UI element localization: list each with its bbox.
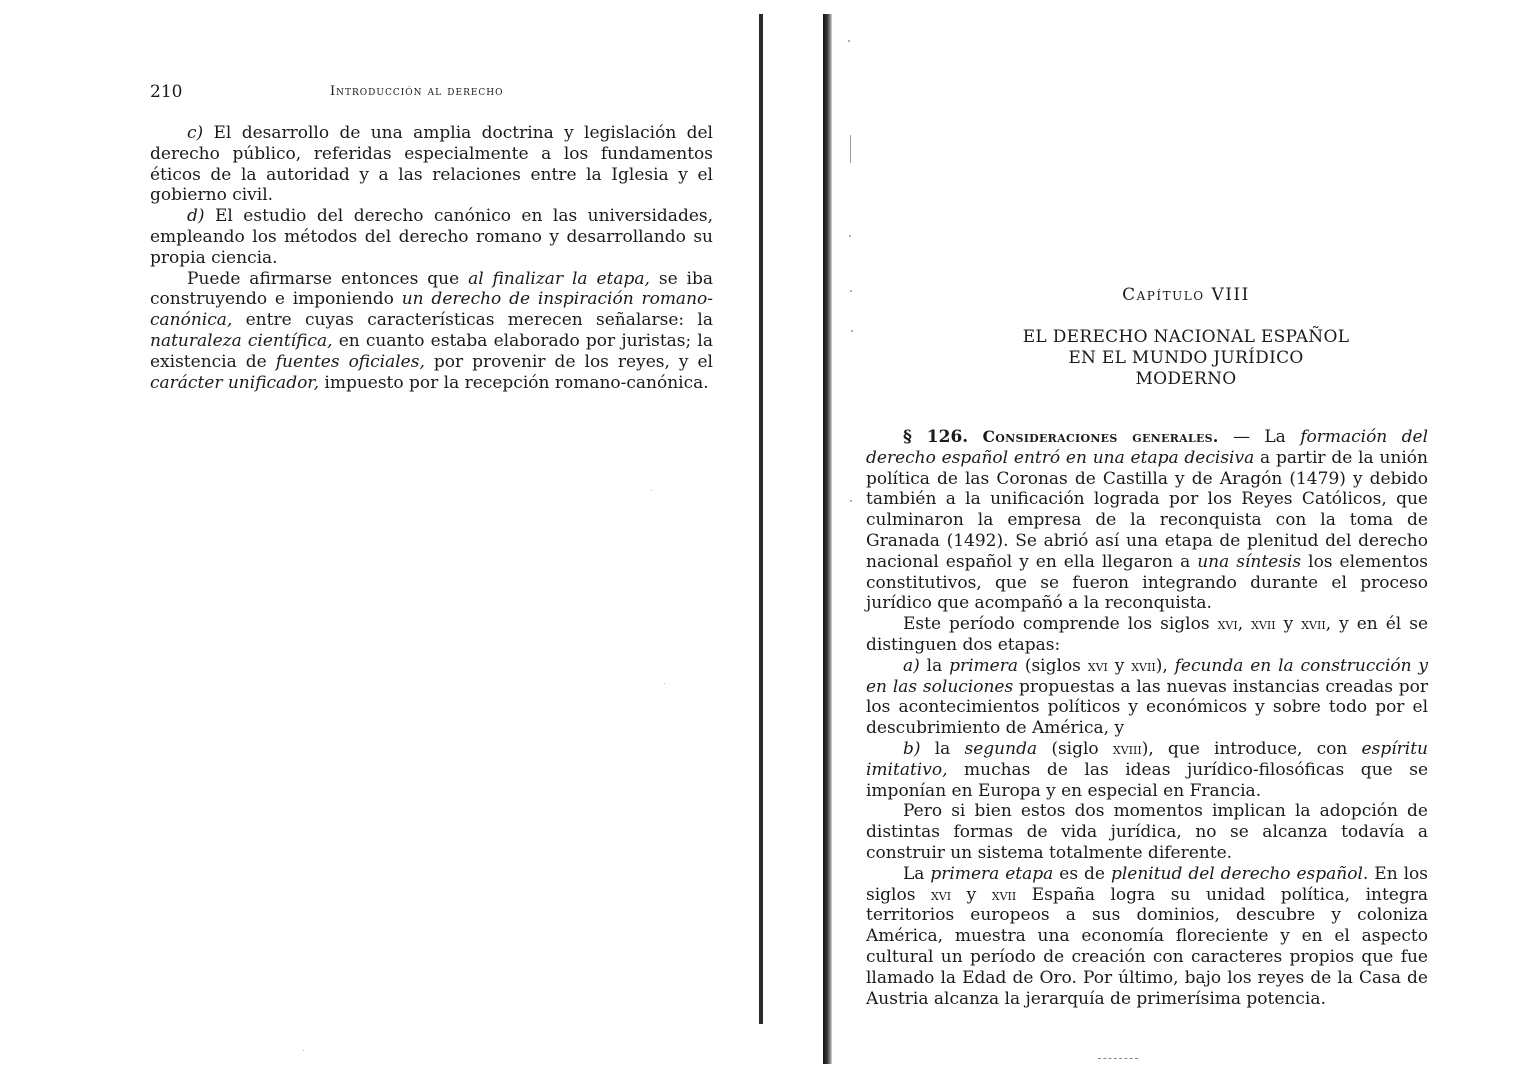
- text-run: es de: [1053, 863, 1111, 884]
- text-run: Este período comprende los siglos: [903, 614, 1218, 635]
- scan-speck: [851, 330, 853, 332]
- text-run: ),: [1155, 655, 1175, 676]
- scan-speck: [850, 290, 852, 292]
- century-numeral: xvii: [1301, 615, 1326, 634]
- item-label: b): [903, 738, 921, 759]
- text-run: se iba construyendo e imponiendo: [150, 268, 714, 310]
- paragraph-d: [150, 206, 713, 268]
- italic-run: segunda: [964, 738, 1038, 759]
- text-run: (siglo: [1037, 738, 1113, 759]
- century-numeral: xvii: [1131, 656, 1156, 675]
- running-title: Introducción al derecho: [330, 84, 504, 99]
- scan-speck: [848, 40, 850, 42]
- paragraph: Pero si bien estos dos momentos implican la adopción de distintas formas de vida jurídica, no se alcanza todavía a construir un sistema totalmente diferente.: [866, 801, 1428, 863]
- text-run: a partir de la unión política de las Coronas de Castilla y de Aragón (1479) y debido también a la unificación lograda por los Reyes Católicos, que culminaron la empresa de la reconquista con la toma de Granada (1492). Se abrió así una etapa de plenitud del derecho nacional español y en ella llegaron a: [866, 447, 1428, 572]
- text-run: propuestas a las nuevas instancias creadas por los acontecimientos políticos y económicos y sobre todo por el descubrimiento de América, y: [866, 676, 1429, 739]
- italic-run: un derecho de inspiración romano-canónica,: [150, 289, 713, 331]
- scan-speck: [850, 500, 852, 502]
- section-number: § 126.: [903, 427, 969, 447]
- paragraph-b: [866, 739, 1428, 801]
- right-body-text: [866, 427, 1428, 1009]
- text-run: — La: [1218, 427, 1301, 447]
- chapter-title-line: EN EL MUNDO JURÍDICO: [1068, 348, 1304, 368]
- text-run: entre cuyas características merecen señalarse: la: [232, 310, 713, 331]
- text-run: La: [903, 863, 931, 884]
- paragraph-text: El desarrollo de una amplia doctrina y legislación del derecho público, referidas especialmente a los fundamentos éticos de la autoridad y a las relaciones entre la Iglesia y el gobierno civil.: [150, 123, 713, 206]
- italic-run: primera: [949, 655, 1018, 676]
- chapter-title-line: EL DERECHO NACIONAL ESPAÑOL: [1022, 327, 1350, 347]
- scan-mark: [1098, 1058, 1138, 1061]
- left-body-text: [150, 123, 713, 393]
- century-numeral: xvii: [1251, 615, 1276, 634]
- scan-speck: [664, 683, 665, 684]
- chapter-title-line: MODERNO: [1135, 369, 1237, 389]
- scan-speck: [303, 1050, 304, 1051]
- chapter-label: Capítulo VIII: [1122, 285, 1250, 305]
- century-numeral: xvii: [991, 885, 1017, 904]
- italic-run: una síntesis: [1197, 551, 1302, 572]
- italic-run: fecunda en la construcción y en las soluciones: [866, 655, 1428, 697]
- century-numeral: xvi: [930, 885, 952, 904]
- section-title: Consideraciones generales.: [982, 427, 1219, 446]
- paragraph-closing: [150, 269, 713, 394]
- right-page: [826, 0, 1526, 1080]
- left-page: [0, 0, 760, 1080]
- scan-speck: [651, 490, 652, 491]
- italic-run: formación del derecho español entró en una etapa decisiva: [866, 427, 1429, 468]
- paragraph: [866, 864, 1428, 1010]
- italic-run: carácter unificador,: [150, 372, 319, 393]
- italic-run: plenitud del derecho español.: [1110, 863, 1369, 884]
- text-run: la: [919, 655, 950, 676]
- century-numeral: xviii: [1112, 739, 1142, 758]
- scan-speck: [849, 235, 851, 237]
- text-run: En los siglos: [866, 863, 1428, 905]
- paragraph: [866, 614, 1428, 656]
- century-numeral: xvi: [1217, 615, 1238, 634]
- scan-speck: [850, 135, 851, 163]
- text-run: y: [1275, 614, 1302, 635]
- text-run: España logra su unidad política, integra territorios europeos a sus dominios, descubre y coloniza América, muestra una economía floreciente y en el aspecto cultural un período de creación con caracteres propios que fue llamado la Edad de Oro. Por último, bajo los reyes de la Casa de Austria alcanza la jerarquía de primerísima potencia.: [866, 884, 1429, 1009]
- book-gutter-left: [759, 14, 763, 1024]
- text-run: en cuanto estaba elaborado por juristas; la existencia de: [150, 330, 713, 372]
- text-run: (siglos: [1017, 655, 1088, 676]
- text-run: impuesto por la recepción romano-canónica.: [318, 372, 709, 393]
- paragraph-text: El estudio del derecho canónico en las universidades, empleando los métodos del derecho romano y desarrollando su propia ciencia.: [150, 206, 714, 268]
- text-run: y: [951, 884, 992, 905]
- text-run: ), que introduce, con: [1141, 738, 1362, 759]
- paragraph-c: [150, 123, 713, 206]
- item-label: a): [903, 655, 920, 676]
- item-label: c): [187, 123, 204, 143]
- italic-run: naturaleza científica,: [150, 330, 333, 351]
- text-run: por provenir de los reyes, y el: [424, 351, 713, 372]
- paragraph-a: [866, 656, 1428, 739]
- italic-run: espíritu imitativo,: [866, 738, 1428, 780]
- text-run: y: [1107, 655, 1132, 676]
- italic-run: al finalizar la etapa,: [468, 268, 650, 289]
- page-header: [150, 82, 715, 106]
- text-run: la: [920, 738, 965, 759]
- page-number: 210: [150, 82, 183, 102]
- chapter-heading: [866, 285, 1506, 390]
- century-numeral: xvi: [1087, 656, 1108, 675]
- text-run: , y en él se distinguen dos etapas:: [866, 614, 1429, 655]
- section-paragraph: [866, 427, 1428, 614]
- italic-run: primera etapa: [930, 863, 1054, 884]
- text-run: muchas de las ideas jurídico-filosóficas que se imponían en Europa y en especial en Francia.: [866, 759, 1428, 801]
- item-label: d): [187, 206, 205, 227]
- text-run: los elementos constitutivos, que se fueron integrando durante el proceso jurídico que acompañó a la reconquista.: [866, 551, 1428, 614]
- text-run: Puede afirmarse entonces que: [187, 268, 469, 289]
- text-run: ,: [1237, 614, 1252, 635]
- italic-run: fuentes oficiales,: [275, 351, 425, 372]
